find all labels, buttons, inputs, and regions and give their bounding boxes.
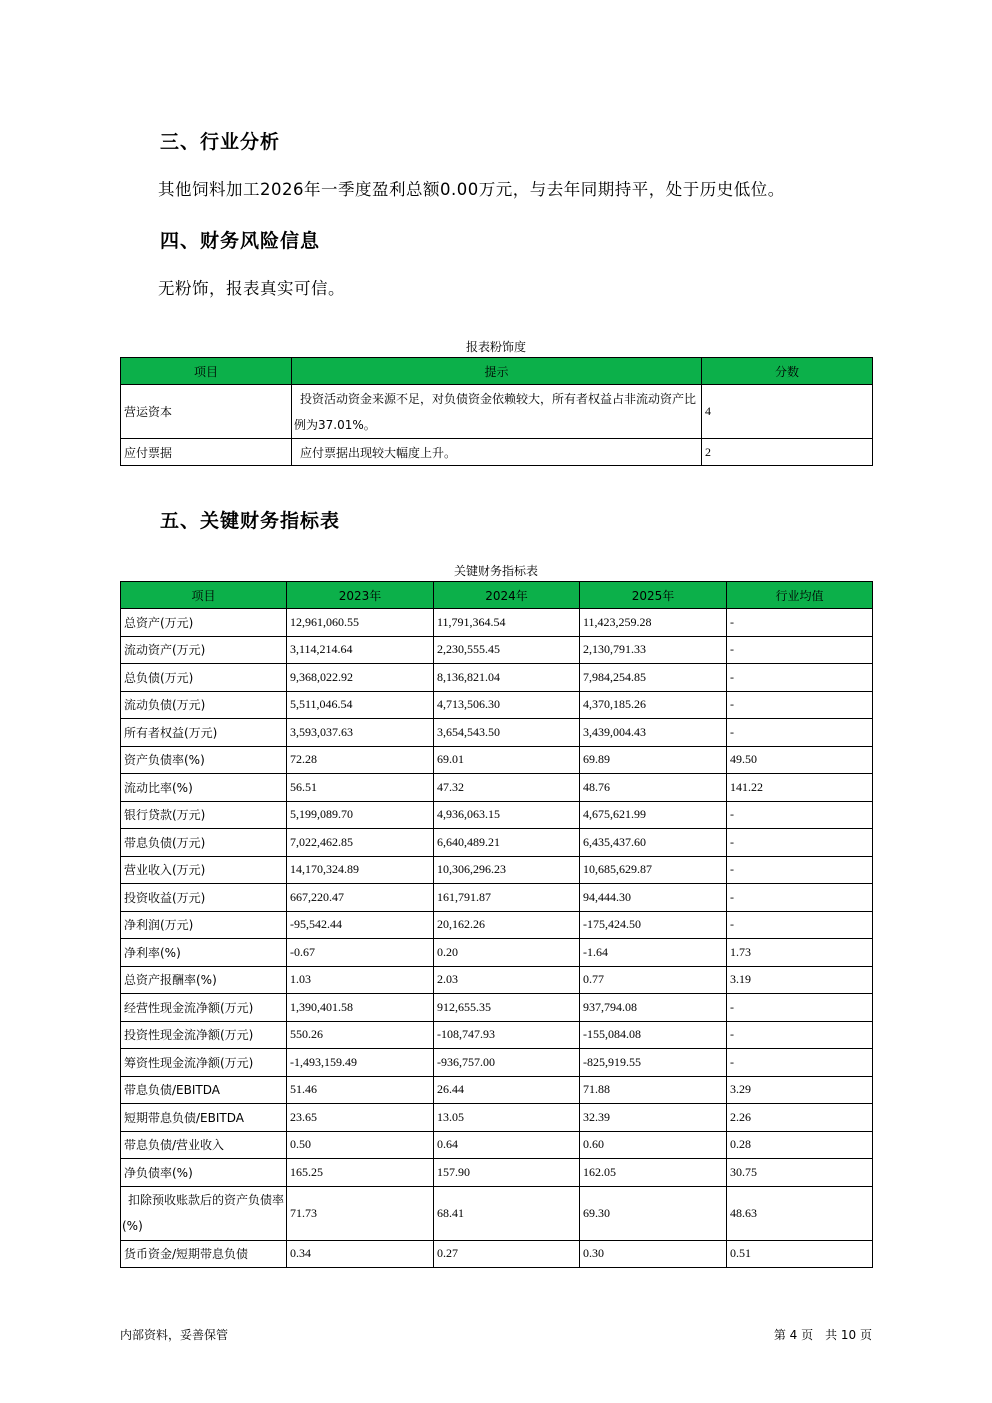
kpi-2024: 2.03 [434, 966, 580, 994]
kpi-2024: 0.27 [434, 1240, 580, 1268]
table-row [121, 664, 873, 692]
section-heading-risk: 四、财务风险信息 [160, 230, 321, 252]
kpi-item: 筹资性现金流净额(万元) [121, 1049, 287, 1077]
kpi-2023: 51.46 [287, 1076, 434, 1104]
kpi-2023: 7,022,462.85 [287, 829, 434, 857]
table-row [121, 691, 873, 719]
kpi-2023: 3,114,214.64 [287, 636, 434, 664]
kpi-2025: 4,675,621.99 [580, 801, 727, 829]
kpi-2025: 48.76 [580, 774, 727, 802]
kpi-2024: 69.01 [434, 746, 580, 774]
kpi-2024: 26.44 [434, 1076, 580, 1104]
risk-header-hint: 提示 [292, 358, 702, 385]
risk-table [120, 357, 873, 466]
kpi-2025: -155,084.08 [580, 1021, 727, 1049]
kpi-2024: 4,713,506.30 [434, 691, 580, 719]
kpi-2023: 667,220.47 [287, 884, 434, 912]
table-row [121, 884, 873, 912]
kpi-2023: 5,199,089.70 [287, 801, 434, 829]
kpi-header-2023: 2023年 [287, 582, 434, 609]
kpi-2023: 12,961,060.55 [287, 609, 434, 637]
table-row [121, 994, 873, 1022]
table-row [121, 1049, 873, 1077]
kpi-industry-avg: - [727, 1049, 873, 1077]
kpi-2024: 0.20 [434, 939, 580, 967]
kpi-industry-avg: - [727, 636, 873, 664]
kpi-industry-avg: 48.63 [727, 1186, 873, 1240]
kpi-item: 总资产(万元) [121, 609, 287, 637]
kpi-industry-avg: 49.50 [727, 746, 873, 774]
kpi-2025: -825,919.55 [580, 1049, 727, 1077]
kpi-2024: 157.90 [434, 1159, 580, 1187]
kpi-2025: 937,794.08 [580, 994, 727, 1022]
kpi-item: 扣除预收账款后的资产负债率(%) [121, 1186, 287, 1240]
risk-table-header [121, 358, 873, 385]
footer-confidential: 内部资料，妥善保管 [120, 1328, 229, 1342]
risk-header-item: 项目 [121, 358, 292, 385]
kpi-2024: 11,791,364.54 [434, 609, 580, 637]
kpi-2024: 2,230,555.45 [434, 636, 580, 664]
kpi-item: 总资产报酬率(%) [121, 966, 287, 994]
kpi-item: 营业收入(万元) [121, 856, 287, 884]
kpi-2023: 0.50 [287, 1131, 434, 1159]
table-row [121, 609, 873, 637]
kpi-industry-avg: 0.28 [727, 1131, 873, 1159]
kpi-header-2025: 2025年 [580, 582, 727, 609]
table-row [121, 1076, 873, 1104]
kpi-item: 总负债(万元) [121, 664, 287, 692]
kpi-2025: -175,424.50 [580, 911, 727, 939]
table-row [121, 856, 873, 884]
table-row [121, 1131, 873, 1159]
kpi-item: 货币资金/短期带息负债 [121, 1240, 287, 1268]
kpi-industry-avg: - [727, 1021, 873, 1049]
table-row [121, 801, 873, 829]
kpi-2025: 6,435,437.60 [580, 829, 727, 857]
section-heading-kpi: 五、关键财务指标表 [160, 510, 341, 532]
kpi-item: 投资收益(万元) [121, 884, 287, 912]
kpi-industry-avg: - [727, 664, 873, 692]
kpi-item: 净负债率(%) [121, 1159, 287, 1187]
kpi-item: 流动负债(万元) [121, 691, 287, 719]
kpi-2023: 71.73 [287, 1186, 434, 1240]
kpi-industry-avg: - [727, 911, 873, 939]
kpi-2023: 9,368,022.92 [287, 664, 434, 692]
kpi-item: 流动比率(%) [121, 774, 287, 802]
kpi-2025: 0.30 [580, 1240, 727, 1268]
kpi-2023: -95,542.44 [287, 911, 434, 939]
kpi-item: 带息负债(万元) [121, 829, 287, 857]
kpi-2024: 6,640,489.21 [434, 829, 580, 857]
kpi-item: 流动资产(万元) [121, 636, 287, 664]
table-row [121, 829, 873, 857]
kpi-industry-avg: 1.73 [727, 939, 873, 967]
kpi-industry-avg: - [727, 829, 873, 857]
kpi-item: 资产负债率(%) [121, 746, 287, 774]
kpi-2023: -1,493,159.49 [287, 1049, 434, 1077]
kpi-2025: 0.60 [580, 1131, 727, 1159]
kpi-2025: 7,984,254.85 [580, 664, 727, 692]
kpi-2025: 2,130,791.33 [580, 636, 727, 664]
kpi-2024: 13.05 [434, 1104, 580, 1132]
table-row [121, 911, 873, 939]
kpi-2024: 161,791.87 [434, 884, 580, 912]
risk-score: 4 [702, 385, 873, 439]
kpi-item: 净利率(%) [121, 939, 287, 967]
kpi-industry-avg: 3.19 [727, 966, 873, 994]
table-row [121, 719, 873, 747]
kpi-header-2024: 2024年 [434, 582, 580, 609]
kpi-2024: 8,136,821.04 [434, 664, 580, 692]
kpi-2025: 69.30 [580, 1186, 727, 1240]
kpi-2024: 3,654,543.50 [434, 719, 580, 747]
kpi-industry-avg: 141.22 [727, 774, 873, 802]
kpi-2024: -936,757.00 [434, 1049, 580, 1077]
kpi-item: 带息负债/EBITDA [121, 1076, 287, 1104]
table-row [121, 746, 873, 774]
table-row [121, 939, 873, 967]
kpi-2025: -1.64 [580, 939, 727, 967]
risk-score: 2 [702, 439, 873, 466]
kpi-2023: 0.34 [287, 1240, 434, 1268]
kpi-2023: 1,390,401.58 [287, 994, 434, 1022]
kpi-2023: 56.51 [287, 774, 434, 802]
section-heading-industry: 三、行业分析 [160, 131, 281, 153]
kpi-2023: 165.25 [287, 1159, 434, 1187]
kpi-2025: 32.39 [580, 1104, 727, 1132]
table-row [121, 1186, 873, 1240]
kpi-2025: 71.88 [580, 1076, 727, 1104]
kpi-2025: 11,423,259.28 [580, 609, 727, 637]
kpi-2023: 5,511,046.54 [287, 691, 434, 719]
table-row [121, 1021, 873, 1049]
kpi-2023: 23.65 [287, 1104, 434, 1132]
kpi-item: 投资性现金流净额(万元) [121, 1021, 287, 1049]
kpi-industry-avg: - [727, 994, 873, 1022]
kpi-2024: 47.32 [434, 774, 580, 802]
risk-header-score: 分数 [702, 358, 873, 385]
kpi-2023: 550.26 [287, 1021, 434, 1049]
kpi-2024: 0.64 [434, 1131, 580, 1159]
kpi-2024: 68.41 [434, 1186, 580, 1240]
kpi-2025: 162.05 [580, 1159, 727, 1187]
kpi-item: 经营性现金流净额(万元) [121, 994, 287, 1022]
kpi-item: 净利润(万元) [121, 911, 287, 939]
kpi-table-header [121, 582, 873, 609]
risk-hint: 应付票据出现较大幅度上升。 [292, 439, 702, 466]
kpi-header-item: 项目 [121, 582, 287, 609]
kpi-2024: 10,306,296.23 [434, 856, 580, 884]
kpi-2025: 3,439,004.43 [580, 719, 727, 747]
table-row [121, 1104, 873, 1132]
kpi-table [120, 581, 873, 1268]
kpi-table-caption: 关键财务指标表 [453, 564, 538, 578]
kpi-industry-avg: - [727, 856, 873, 884]
kpi-industry-avg: - [727, 609, 873, 637]
kpi-header-industry-avg: 行业均值 [727, 582, 873, 609]
kpi-industry-avg: - [727, 691, 873, 719]
risk-hint: 投资活动资金来源不足，对负债资金依赖较大，所有者权益占非流动资产比例为37.01%。 [292, 385, 702, 439]
kpi-item: 带息负债/营业收入 [121, 1131, 287, 1159]
kpi-2023: 3,593,037.63 [287, 719, 434, 747]
table-row [121, 385, 873, 439]
kpi-2024: -108,747.93 [434, 1021, 580, 1049]
risk-table-caption: 报表粉饰度 [465, 340, 526, 354]
kpi-2025: 0.77 [580, 966, 727, 994]
kpi-2023: -0.67 [287, 939, 434, 967]
kpi-2023: 14,170,324.89 [287, 856, 434, 884]
kpi-2025: 4,370,185.26 [580, 691, 727, 719]
risk-item: 营运资本 [121, 385, 292, 439]
kpi-item: 所有者权益(万元) [121, 719, 287, 747]
kpi-item: 银行贷款(万元) [121, 801, 287, 829]
kpi-2024: 912,655.35 [434, 994, 580, 1022]
kpi-2025: 69.89 [580, 746, 727, 774]
kpi-item: 短期带息负债/EBITDA [121, 1104, 287, 1132]
table-row [121, 636, 873, 664]
table-row [121, 774, 873, 802]
risk-item: 应付票据 [121, 439, 292, 466]
kpi-industry-avg: 3.29 [727, 1076, 873, 1104]
kpi-industry-avg: - [727, 801, 873, 829]
kpi-industry-avg: - [727, 719, 873, 747]
industry-text: 其他饲料加工2026年一季度盈利总额0.00万元，与去年同期持平，处于历史低位。 [158, 180, 785, 199]
kpi-2023: 72.28 [287, 746, 434, 774]
kpi-industry-avg: 0.51 [727, 1240, 873, 1268]
table-row [121, 1240, 873, 1268]
table-row [121, 966, 873, 994]
kpi-industry-avg: 30.75 [727, 1159, 873, 1187]
kpi-2025: 10,685,629.87 [580, 856, 727, 884]
kpi-2024: 4,936,063.15 [434, 801, 580, 829]
kpi-industry-avg: 2.26 [727, 1104, 873, 1132]
kpi-2025: 94,444.30 [580, 884, 727, 912]
footer-page-number: 第 4 页 共 10 页 [773, 1328, 872, 1342]
kpi-industry-avg: - [727, 884, 873, 912]
risk-text: 无粉饰，报表真实可信。 [158, 279, 345, 298]
table-row [121, 439, 873, 466]
kpi-2023: 1.03 [287, 966, 434, 994]
table-row [121, 1159, 873, 1187]
kpi-2024: 20,162.26 [434, 911, 580, 939]
